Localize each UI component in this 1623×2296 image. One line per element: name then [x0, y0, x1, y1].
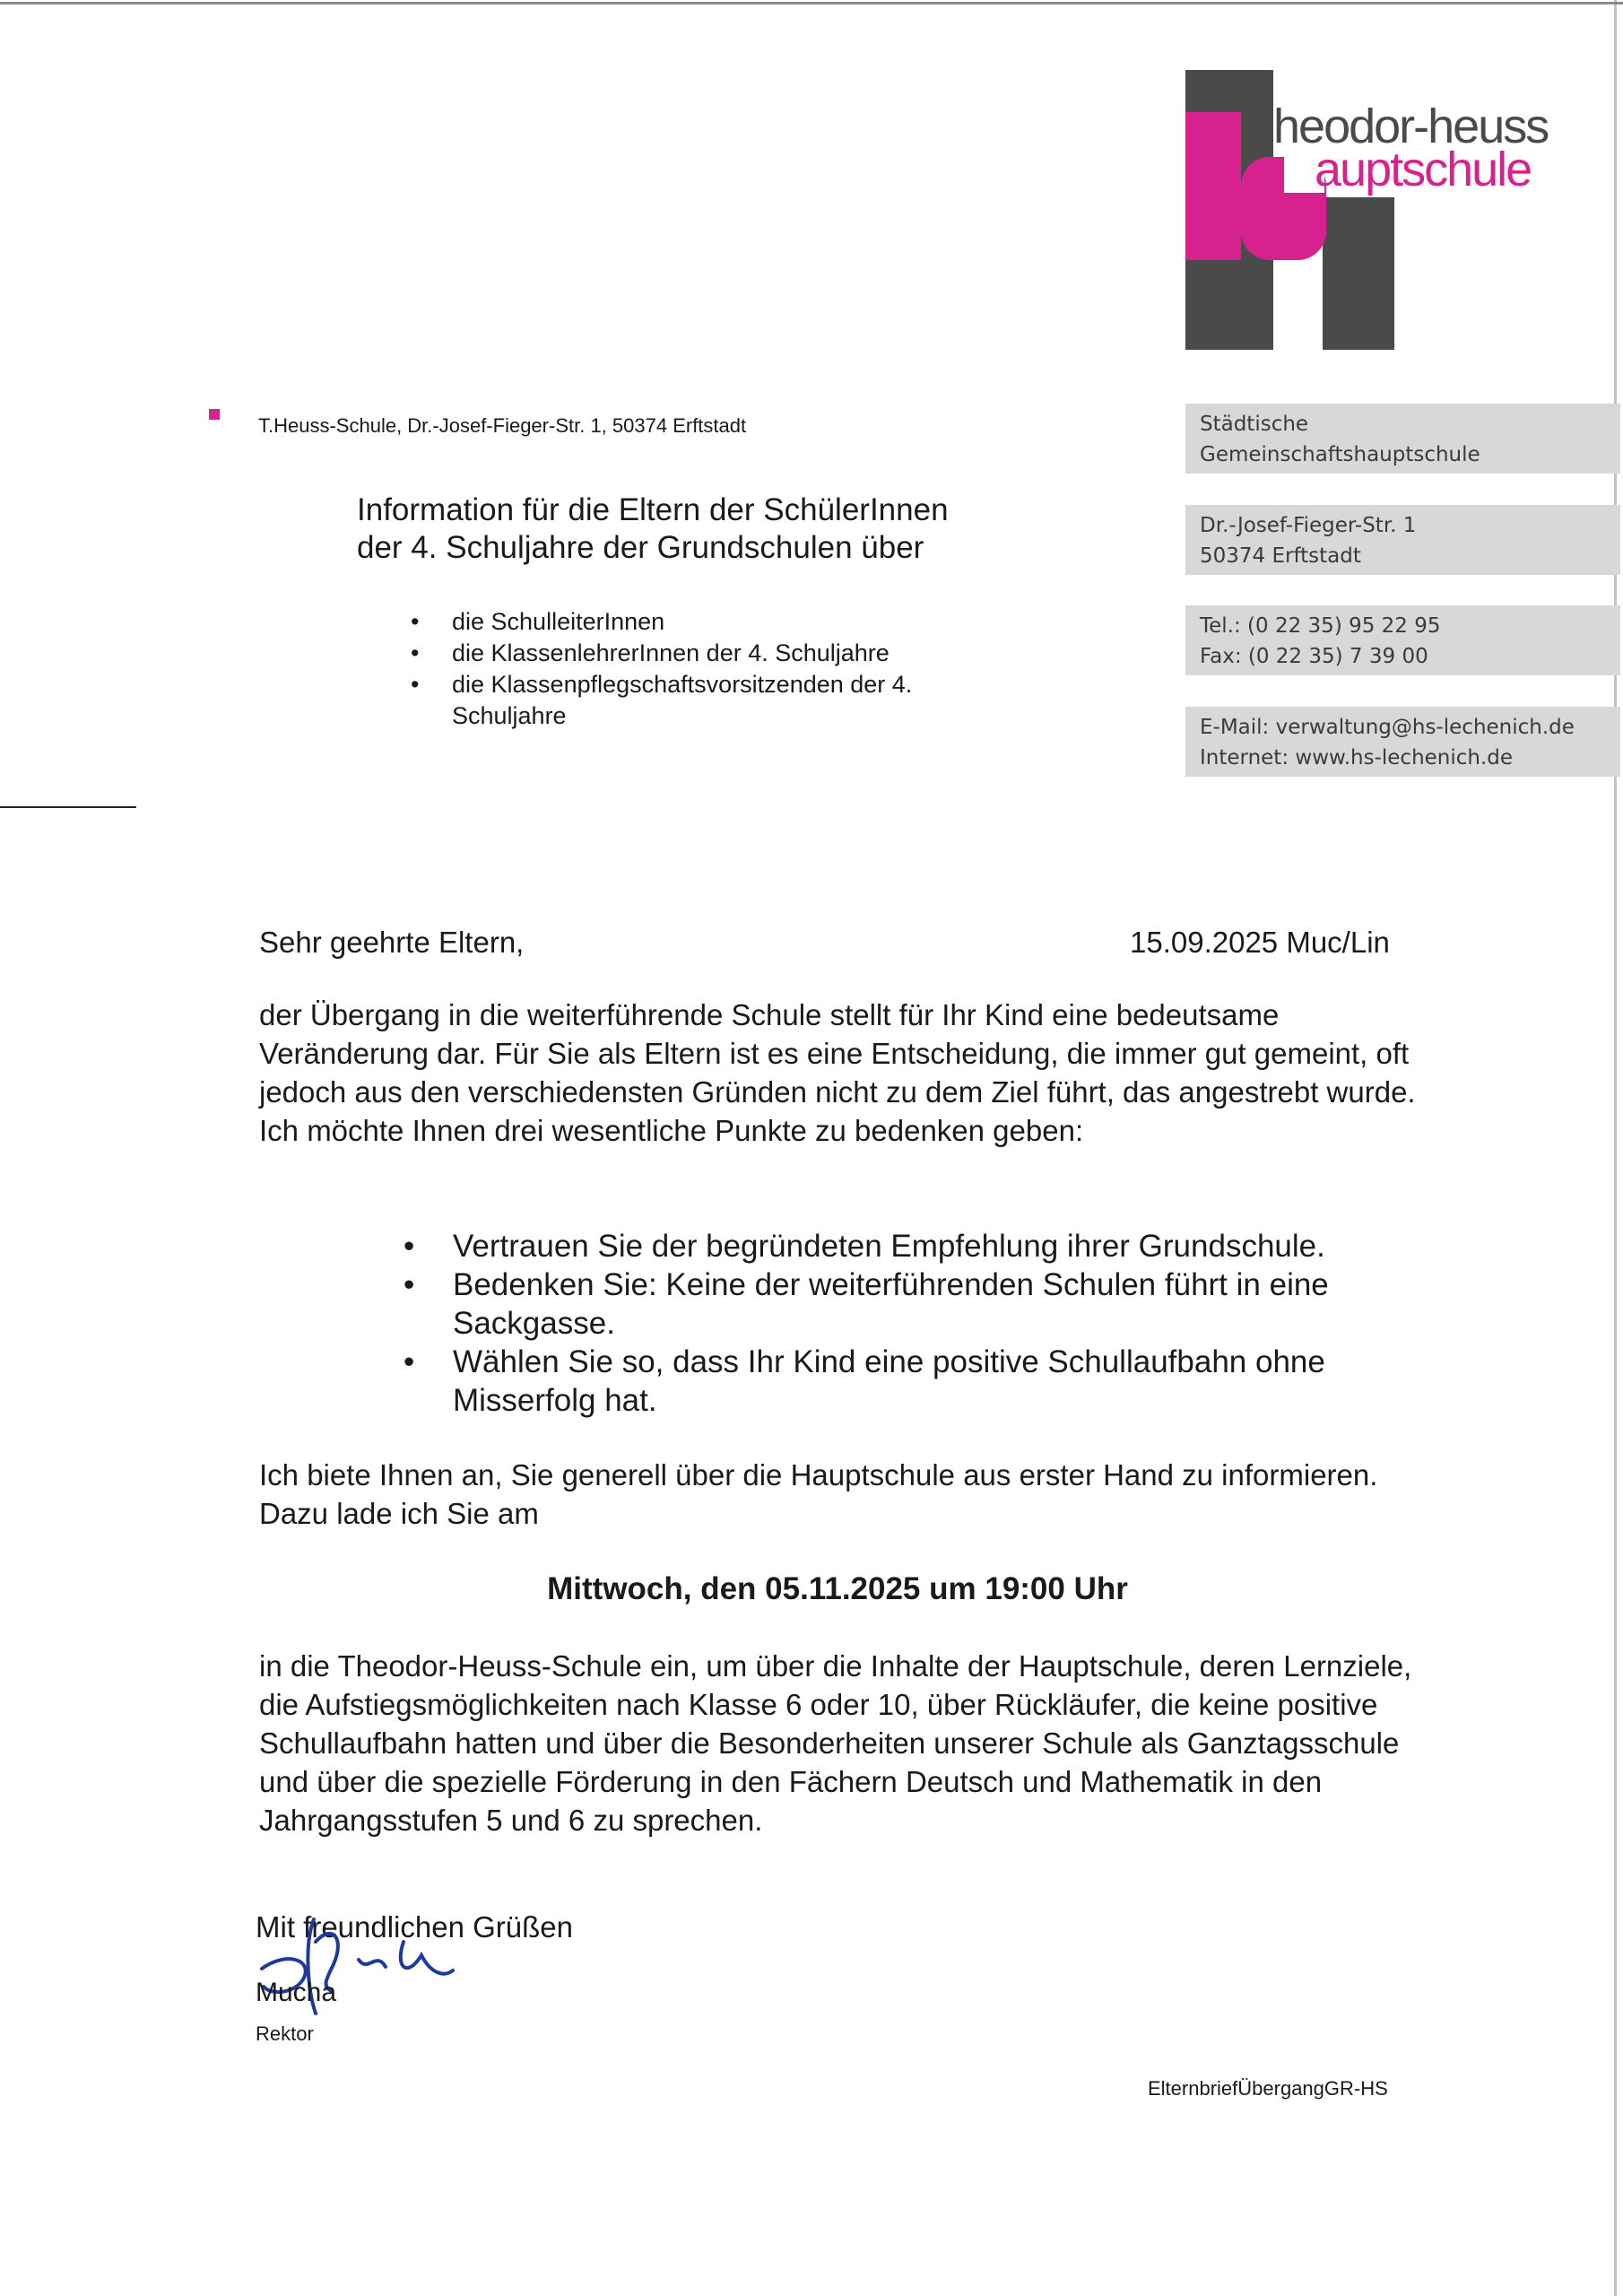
city: 50374 Erftstadt [1200, 544, 1361, 568]
signer-role: Rektor [256, 2022, 314, 2045]
contact-box [1185, 707, 1620, 777]
internet: Internet: www.hs-lechenich.de [1200, 746, 1514, 770]
logo-text-line1: heodor-heuss [1273, 100, 1549, 153]
paragraph-topics: in die Theodor-Heuss-Schule ein, um über die Inhalte der Hauptschule, deren Lernziele, die Aufstiegsmöglichkeiten nach Klasse 6 oder 10, über Rückläufer, die keine positive Schullaufbahn hatten und über die Besonderheiten unserer Schule als Ganztagsschule und über die spezielle Förderung in den Fächern Deutsch und Mathematik in den Jahrgangsstufen 5 und 6 zu sprechen. [259, 1649, 1412, 1837]
event-date: Mittwoch, den 05.11.2025 um 19:00 Uhr [547, 1571, 1128, 1606]
list-item: • die SchulleiterInnen [404, 606, 1008, 638]
tel: Tel.: (0 22 35) 95 22 95 [1200, 614, 1441, 638]
info-title-line1: Information für die Eltern der SchülerInnen [357, 492, 949, 527]
closing: Mit freundlichen Grüßen [256, 1910, 573, 1944]
pink-square-marker [209, 409, 220, 420]
scan-top-line [0, 2, 1623, 4]
sender-address-line: T.Heuss-Schule, Dr.-Josef-Fieger-Str. 1, 50374 Erftstadt [258, 414, 747, 437]
paragraph-intro: der Übergang in die weiterführende Schule stellt für Ihr Kind eine bedeutsame Veränderung dar. Für Sie als Eltern ist es eine Entscheidung, die immer gut gemeint, oft jedoch aus den verschiedensten Gründen nicht zu dem Ziel führt, das angestrebt wurde. Ich möchte Ihnen drei wesentliche Punkte zu bedenken geben: [259, 998, 1416, 1147]
school-type-line2: Gemeinschaftshauptschule [1200, 443, 1480, 466]
street: Dr.-Josef-Fieger-Str. 1 [1200, 514, 1417, 537]
address-box [1185, 505, 1620, 575]
school-type-line1: Städtische [1200, 413, 1309, 436]
info-title-line2: der 4. Schuljahre der Grundschulen über [357, 530, 924, 565]
list-item: • die Klassenpflegschaftsvorsitzenden der 4. Schuljahre [404, 669, 1008, 732]
logo-text-line2: auptschule [1315, 143, 1532, 196]
list-item: • Wählen Sie so, dass Ihr Kind eine positive Schullaufbahn ohne Misserfolg hat. [395, 1343, 1466, 1420]
signer-name: Mucha [256, 1978, 337, 2007]
email: E-Mail: verwaltung@hs-lechenich.de [1200, 716, 1575, 739]
paragraph-invitation: Ich biete Ihnen an, Sie generell über die Hauptschule aus erster Hand zu informieren. Dazu lade ich Sie am [259, 1458, 1378, 1530]
key-points-list [395, 1227, 1466, 1420]
recipient-list [404, 606, 1008, 732]
phone-box [1185, 605, 1620, 675]
date-reference: 15.09.2025 Muc/Lin [1130, 926, 1390, 959]
salutation: Sehr geehrte Eltern, [259, 926, 525, 959]
document-reference: ElternbriefÜbergangGR-HS [1148, 2077, 1388, 2100]
scan-right-edge [1614, 0, 1617, 2296]
signature-scribble [251, 1888, 484, 2040]
school-type-box [1185, 404, 1620, 474]
fold-mark [0, 806, 136, 808]
list-item: • Vertrauen Sie der begründeten Empfehlung ihrer Grundschule. [395, 1227, 1466, 1265]
fax: Fax: (0 22 35) 7 39 00 [1200, 645, 1428, 668]
info-title [357, 491, 949, 567]
list-item: • Bedenken Sie: Keine der weiterführenden Schulen führt in eine Sackgasse. [395, 1265, 1466, 1343]
list-item: • die KlassenlehrerInnen der 4. Schuljahre [404, 638, 1008, 669]
